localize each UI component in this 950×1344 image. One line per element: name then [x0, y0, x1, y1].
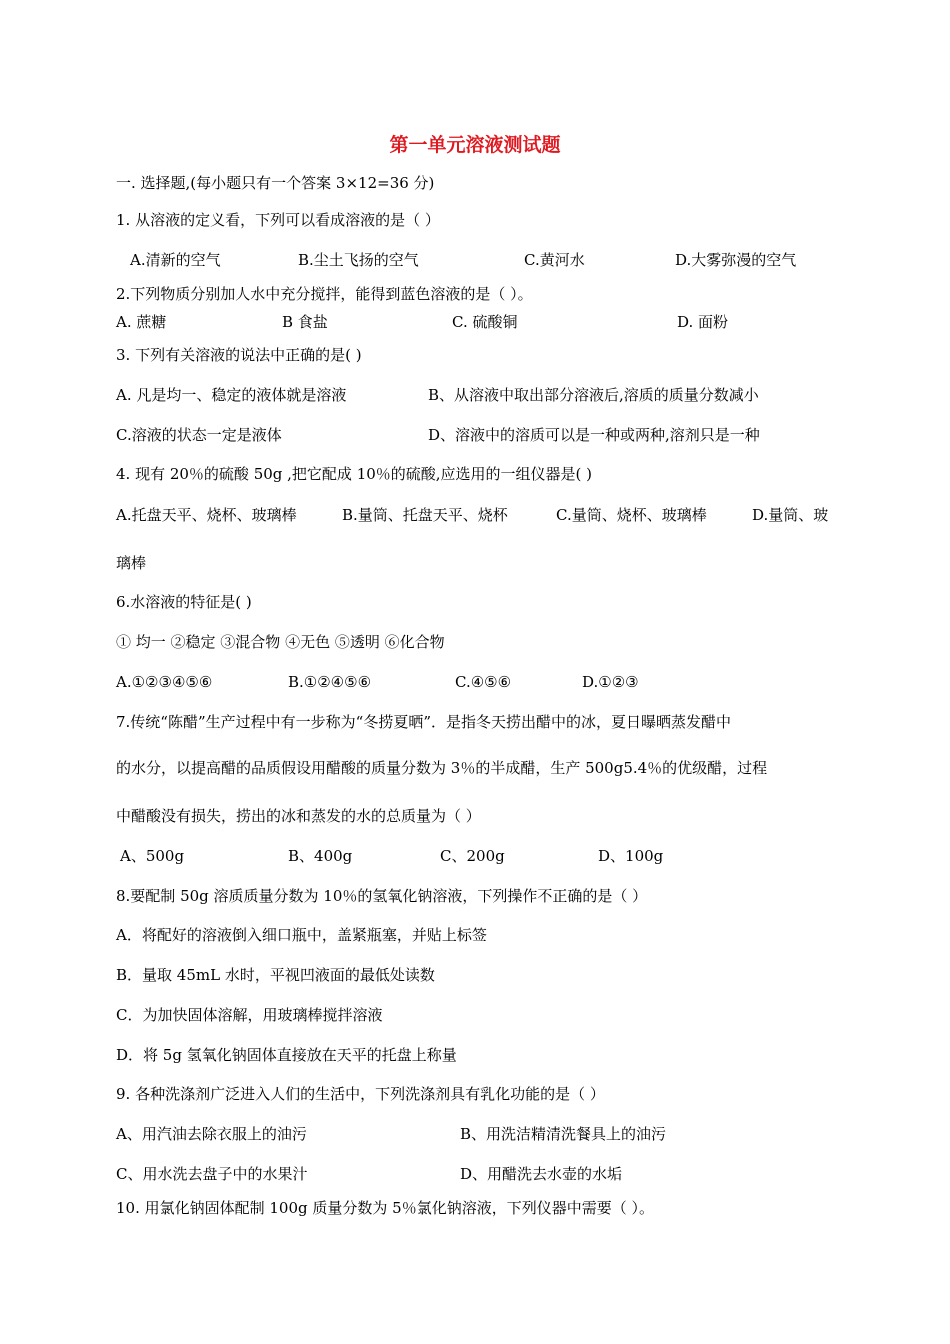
question-9-option-c: C、用水洗去盘子中的水果汁: [116, 1165, 308, 1183]
question-4-option-b: B.量筒、托盘天平、烧杯: [342, 506, 508, 524]
question-4-option-d: D.量筒、玻: [752, 506, 829, 524]
question-2-option-a: A. 蔗糖: [116, 313, 167, 331]
question-7-option-b: B、400g: [288, 847, 353, 865]
question-9-option-a: A、用汽油去除衣服上的油污: [116, 1125, 307, 1143]
question-6-option-c: C.④⑤⑥: [455, 673, 512, 691]
question-1-stem: 1. 从溶液的定义看，下列可以看成溶液的是（ ）: [116, 211, 440, 229]
question-9-option-b: B、用洗洁精清洗餐具上的油污: [460, 1125, 667, 1143]
question-1-option-a: A.清新的空气: [130, 251, 221, 269]
question-4-option-a: A.托盘天平、烧杯、玻璃棒: [116, 506, 297, 524]
question-4-option-d-continued: 璃棒: [116, 554, 147, 572]
question-8-stem: 8.要配制 50g 溶质质量分数为 10％的氢氧化钠溶液，下列操作不正确的是（ ）: [116, 887, 648, 905]
question-8-option-a: A．将配好的溶液倒入细口瓶中，盖紧瓶塞，并贴上标签: [116, 926, 487, 944]
question-6-option-b: B.①②④⑤⑥: [288, 673, 372, 691]
page-title: 第一单元溶液测试题: [389, 134, 561, 156]
question-6-option-d: D.①②③: [582, 673, 639, 691]
question-1-option-b: B.尘土飞扬的空气: [298, 251, 419, 269]
question-3-option-c: C.溶液的状态一定是液体: [116, 426, 282, 444]
question-7-line-1: 7.传统“陈醋”生产过程中有一步称为“冬捞夏晒”．是指冬天捞出醋中的冰，夏日曝晒蒸发醋中: [116, 713, 731, 731]
question-2-option-b: B 食盐: [282, 313, 328, 331]
question-4-option-c: C.量筒、烧杯、玻璃棒: [556, 506, 707, 524]
question-10-stem: 10. 用氯化钠固体配制 100g 质量分数为 5％氯化钠溶液，下列仪器中需要（ ）。: [116, 1199, 654, 1217]
question-9-stem: 9. 各种洗涤剂广泛进入人们的生活中，下列洗涤剂具有乳化功能的是（ ）: [116, 1085, 605, 1103]
question-3-option-b: B、从溶液中取出部分溶液后,溶质的质量分数减小: [428, 386, 759, 404]
question-2-stem: 2.下列物质分别加人水中充分搅拌，能得到蓝色溶液的是（ ）。: [116, 285, 533, 303]
question-8-option-b: B．量取 45mL 水时，平视凹液面的最低处读数: [116, 966, 435, 984]
question-1-option-c: C.黄河水: [524, 251, 585, 269]
question-3-option-d: D、溶液中的溶质可以是一种或两种,溶剂只是一种: [428, 426, 760, 444]
question-6-items: ① 均一 ②稳定 ③混合物 ④无色 ⑤透明 ⑥化合物: [116, 633, 445, 651]
question-7-line-3: 中醋酸没有损失，捞出的冰和蒸发的水的总质量为（ ）: [116, 807, 481, 825]
question-8-option-d: D．将 5g 氢氧化钠固体直接放在天平的托盘上称量: [116, 1046, 457, 1064]
section-heading: 一. 选择题,(每小题只有一个答案 3×12=36 分): [116, 174, 435, 192]
question-9-option-d: D、用醋洗去水壶的水垢: [460, 1165, 623, 1183]
question-7-option-d: D、100g: [598, 847, 664, 865]
question-4-stem: 4. 现有 20％的硫酸 50g ,把它配成 10％的硫酸,应选用的一组仪器是( ): [116, 465, 593, 483]
question-6-option-a: A.①②③④⑤⑥: [116, 673, 213, 691]
question-7-option-a: A、500g: [120, 847, 185, 865]
question-8-option-c: C．为加快固体溶解，用玻璃棒搅拌溶液: [116, 1006, 383, 1024]
question-3-option-a: A. 凡是均一、稳定的液体就是溶液: [116, 386, 347, 404]
question-7-line-2: 的水分，以提高醋的品质假设用醋酸的质量分数为 3％的半成醋，生产 500g5.4％的优级醋，过程: [116, 759, 768, 777]
question-6-stem: 6.水溶液的特征是( ): [116, 593, 252, 611]
question-3-stem: 3. 下列有关溶液的说法中正确的是( ): [116, 346, 362, 364]
question-2-option-c: C. 硫酸铜: [452, 313, 518, 331]
question-7-option-c: C、200g: [440, 847, 505, 865]
question-1-option-d: D.大雾弥漫的空气: [675, 251, 797, 269]
question-2-option-d: D. 面粉: [677, 313, 729, 331]
